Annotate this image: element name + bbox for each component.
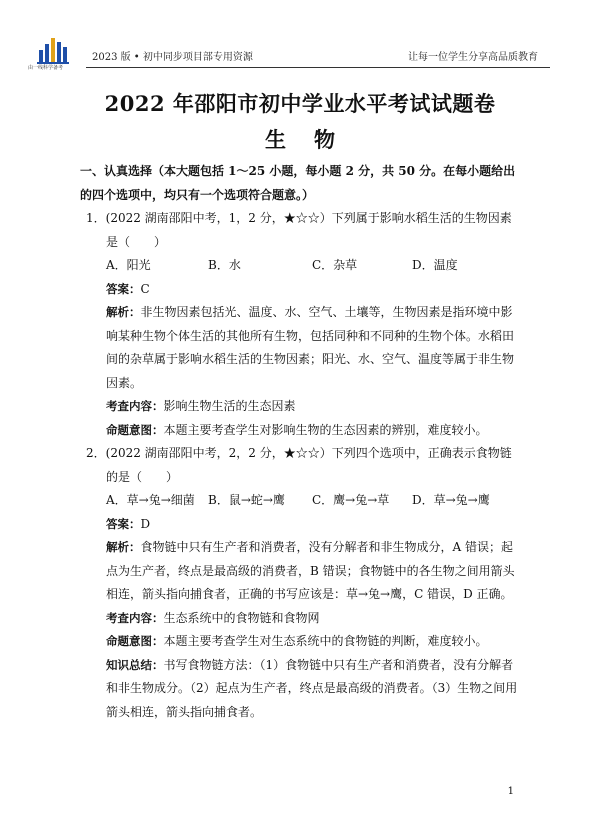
- question-options: [86, 254, 518, 278]
- option-c: C．杂草: [312, 258, 358, 272]
- summary-label: 知识总结：: [106, 657, 164, 672]
- document-body: [80, 160, 518, 724]
- intent-label: 命题意图：: [106, 422, 164, 437]
- option-d: D．草→兔→鹰: [412, 493, 490, 507]
- section-heading: 一、认真选择（本大题包括 1～25 小题，每小题 2 分，共 50 分。在每小题给出的四个选项中，均只有一个选项符合题意。）: [80, 164, 516, 202]
- analysis-block: [86, 536, 518, 607]
- option-d: D．温度: [412, 258, 458, 272]
- question-2: [86, 442, 518, 724]
- page-header: [0, 30, 600, 74]
- intent-line: [86, 419, 518, 443]
- analysis-label: 解析：: [106, 540, 141, 554]
- option-b: B．水: [208, 258, 241, 272]
- content-line: [86, 395, 518, 419]
- analysis-text: 食物链中只有生产者和消费者，没有分解者和非生物成分，A 错误；起点为生产者，终点是最高级的消费者，B 错误；食物链中的各生物之间用箭头相连，箭头指向捕食者，正确的书写应该是：草→兔→鹰，C 错误，D 正确。: [106, 540, 515, 601]
- content-label: 考查内容：: [106, 399, 164, 413]
- analysis-block: [86, 301, 518, 395]
- question-stem: 2．(2022 湖南邵阳中考，2，2 分，★☆☆）下列四个选项中，正确表示食物链的是（ ）: [86, 446, 512, 484]
- option-b: B．鼠→蛇→鹰: [208, 493, 285, 507]
- header-right-text: 让每一位学生分享高品质教育: [408, 52, 538, 63]
- intent-text: 本题主要考查学生对生态系统中的食物链的判断，难度较小。: [163, 634, 488, 648]
- intent-label: 命题意图：: [106, 634, 164, 648]
- intent-line: [86, 630, 518, 654]
- answer-value: C: [140, 281, 150, 296]
- analysis-label: 解析：: [106, 305, 141, 319]
- summary-text: 书写食物链方法：（1）食物链中只有生产者和消费者，没有分解者和非生物成分。（2）起点为生产者，终点是最高级的消费者。（3）生物之间用箭头相连，箭头指向捕食者。: [106, 657, 518, 719]
- content-line: [86, 607, 518, 631]
- intent-text: 本题主要考查学生对影响生物的生态因素的辨别，难度较小。: [163, 422, 488, 437]
- option-a: A．草→兔→细菌: [106, 493, 195, 507]
- content-text: 生态系统中的食物链和食物网: [163, 610, 320, 625]
- header-divider: [86, 67, 550, 68]
- page-number: 1: [507, 786, 514, 797]
- analysis-text: 非生物因素包括光、温度、水、空气、土壤等，生物因素是指环境中影响某种生物个体生活的其他所有生物，包括同种和不同种的生物个体。水稻田间的杂草属于影响水稻生活的生物因素；阳光、水、空气、温度等属于非生物因素。: [106, 305, 515, 390]
- logo-icon: [36, 32, 70, 66]
- logo-text: 由一线科学备考: [28, 65, 64, 71]
- question-stem: 1．(2022 湖南邵阳中考，1，2 分，★☆☆）下列属于影响水稻生活的生物因素是（ ）: [86, 211, 512, 249]
- answer-line: [86, 278, 518, 302]
- answer-value: D: [140, 516, 151, 531]
- question-1: [86, 207, 518, 442]
- header-left-text: 2023 版 • 初中同步项目部专用资源: [92, 52, 253, 63]
- answer-line: [86, 513, 518, 537]
- page-title: 2022 年邵阳市初中学业水平考试试题卷: [104, 91, 496, 116]
- summary-block: [86, 654, 518, 725]
- option-c: C．鹰→兔→草: [312, 493, 390, 507]
- option-a: A．阳光: [106, 258, 151, 272]
- subject-title: 生物: [265, 127, 363, 152]
- answer-label: 答案：: [106, 281, 141, 296]
- answer-label: 答案：: [106, 516, 141, 531]
- content-label: 考查内容：: [106, 610, 164, 625]
- content-text: 影响生物生活的生态因素: [163, 399, 296, 413]
- question-options: [86, 489, 518, 513]
